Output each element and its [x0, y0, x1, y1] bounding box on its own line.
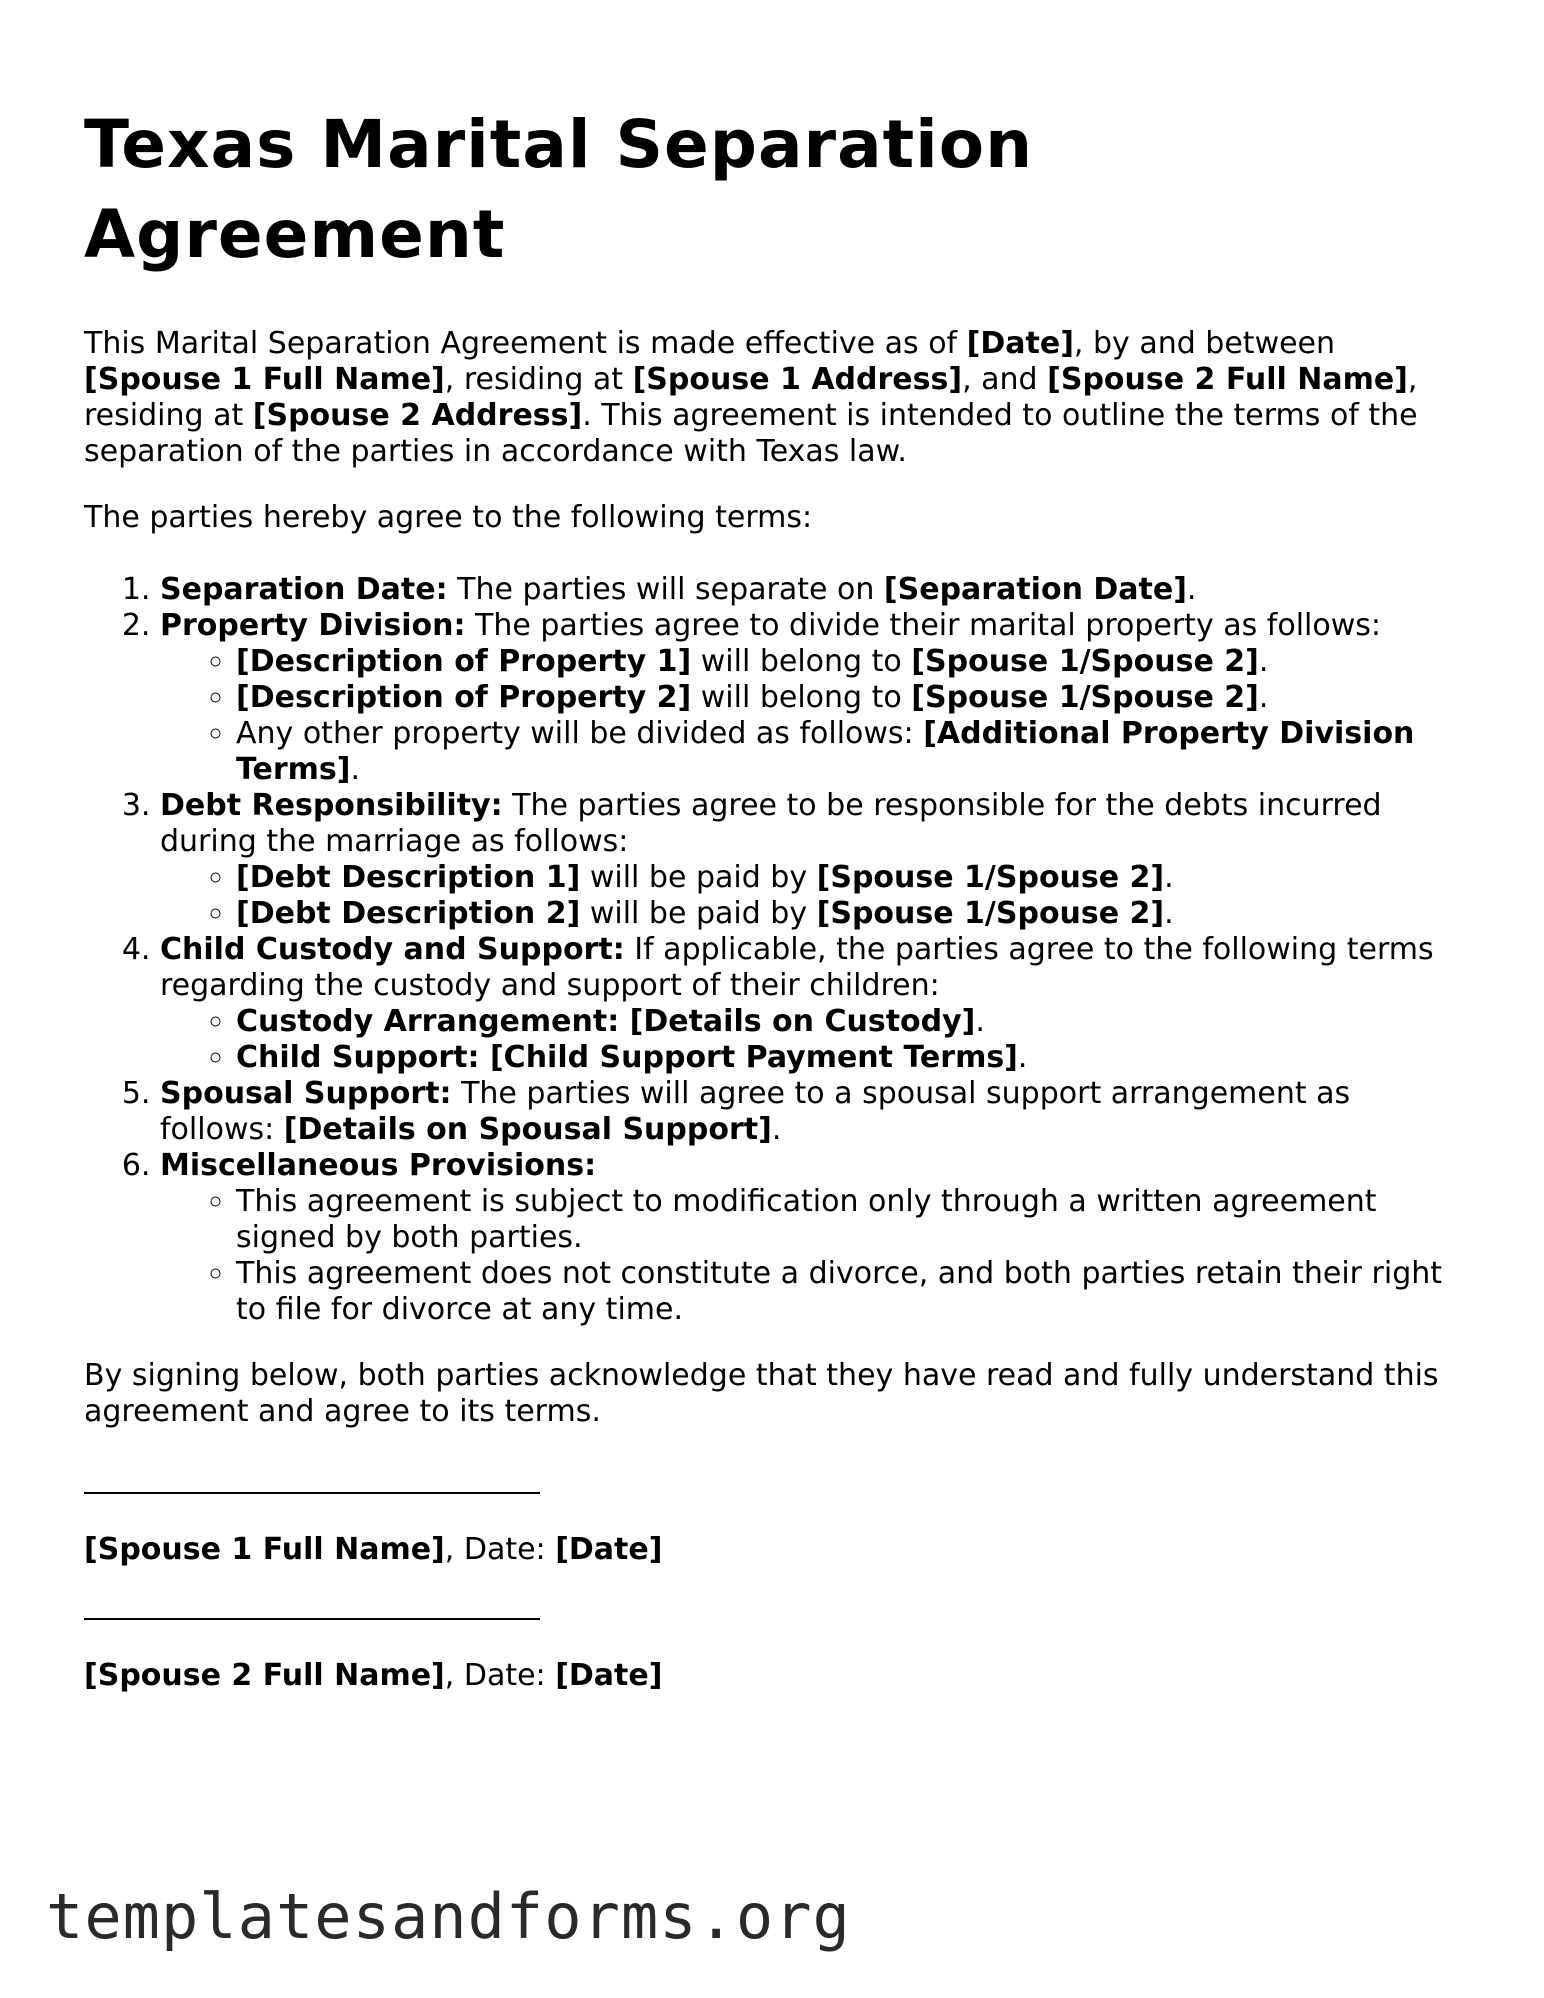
term-text: . [1164, 860, 1174, 895]
property-field: [Description of Property 1] [236, 644, 692, 679]
term-debt-responsibility [160, 788, 1460, 932]
date-field: [Date] [555, 1532, 663, 1567]
intro-text: , residing at [444, 362, 633, 397]
spouse2-name-field: [Spouse 2 Full Name] [84, 1658, 445, 1693]
term-text: will be paid by [580, 860, 817, 895]
term-text: . [1017, 1040, 1028, 1075]
spouse-choice-field: [Spouse 1/Spouse 2] [816, 860, 1165, 895]
intro-text: , by and between [1073, 326, 1336, 361]
site-watermark: templatesandforms.org [46, 1880, 851, 1953]
intro-text: , and [962, 362, 1048, 397]
date-label: , Date: [444, 1658, 556, 1693]
term-heading: Property Division: [160, 608, 466, 643]
debt-item [236, 896, 1460, 932]
child-support-field: Child Support: [Child Support Payment Terms] [236, 1040, 1018, 1075]
signature-line-spouse1 [84, 1482, 540, 1494]
term-text: will belong to [691, 644, 912, 679]
term-text: The parties agree to divide their marital property as follows: [465, 608, 1381, 643]
debt-field: [Debt Description 1] [236, 860, 581, 895]
misc-item: ◦ This agreement does not constitute a divorce, and both parties retain their right to file for divorce at any time. [236, 1256, 1460, 1328]
document-title: Texas Marital Separation Agreement [84, 106, 1034, 273]
intro-paragraph [84, 326, 1460, 470]
term-separation-date [160, 572, 1460, 608]
support-item [236, 1040, 1460, 1076]
term-text: . [771, 1112, 782, 1147]
term-text: will belong to [691, 680, 912, 715]
spouse-choice-field: [Spouse 1/Spouse 2] [911, 680, 1259, 715]
additional-terms-field: [Additional Property Division Terms] [236, 716, 1415, 787]
custody-sublist [160, 1004, 1460, 1076]
term-heading: Child Custody and Support: [160, 932, 625, 967]
signature-caption-spouse2 [84, 1658, 1460, 1694]
term-text: The parties will agree to a spousal support arrangement as follows: [160, 1076, 1351, 1147]
debt-sublist [160, 860, 1460, 932]
term-miscellaneous [160, 1148, 1460, 1328]
closing-paragraph: By signing below, both parties acknowledge that they have read and fully understand this agreement and agree to its terms. [84, 1358, 1439, 1429]
term-heading: Miscellaneous Provisions: [160, 1148, 597, 1183]
signature-line-spouse2 [84, 1608, 540, 1620]
spouse2-address-field: [Spouse 2 Address] [252, 398, 583, 433]
term-property-division [160, 608, 1460, 788]
spouse2-name-field: [Spouse 2 Full Name] [1047, 362, 1408, 397]
property-sublist [160, 644, 1460, 788]
separation-date-field: [Separation Date] [883, 572, 1187, 607]
signature-caption-spouse1 [84, 1532, 1460, 1568]
term-text: The parties will separate on [447, 572, 884, 607]
term-text: If applicable, the parties agree to the following terms regarding the custody and support of their children: [160, 932, 1434, 1003]
terms-list [84, 572, 1460, 1328]
document-page [84, 100, 1460, 1694]
custody-field: Custody Arrangement: [Details on Custody] [236, 1004, 976, 1039]
spouse1-address-field: [Spouse 1 Address] [632, 362, 963, 397]
custody-item [236, 1004, 1460, 1040]
property-item [236, 716, 1460, 788]
spousal-support-field: [Details on Spousal Support] [283, 1112, 772, 1147]
date-label: , Date: [444, 1532, 556, 1567]
term-heading: Spousal Support: [160, 1076, 452, 1111]
debt-field: [Debt Description 2] [236, 896, 581, 931]
term-text: will be paid by [580, 896, 817, 931]
misc-sublist [160, 1184, 1460, 1328]
term-heading: Debt Responsibility: [160, 788, 503, 823]
term-text: . [1258, 680, 1269, 715]
term-child-custody [160, 932, 1460, 1076]
spouse-choice-field: [Spouse 1/Spouse 2] [911, 644, 1259, 679]
term-heading: Separation Date: [160, 572, 448, 607]
term-text: . [1164, 896, 1174, 931]
term-text: . [1258, 644, 1269, 679]
misc-item: ◦ This agreement is subject to modification only through a written agreement signed by both parties. [236, 1184, 1460, 1256]
spouse-choice-field: [Spouse 1/Spouse 2] [816, 896, 1165, 931]
term-text: . [350, 752, 360, 787]
terms-lead: The parties hereby agree to the following terms: [84, 500, 813, 535]
property-item [236, 644, 1460, 680]
term-text: Any other property will be divided as follows: [236, 716, 924, 751]
term-text: . [1186, 572, 1197, 607]
term-text: . [975, 1004, 985, 1039]
spouse1-name-field: [Spouse 1 Full Name] [84, 1532, 445, 1567]
property-item [236, 680, 1460, 716]
spouse1-name-field: [Spouse 1 Full Name] [84, 362, 445, 397]
date-field: [Date] [555, 1658, 663, 1693]
debt-item [236, 860, 1460, 896]
date-field: [Date] [966, 326, 1074, 361]
property-field: [Description of Property 2] [236, 680, 692, 715]
term-spousal-support [160, 1076, 1460, 1148]
intro-text: . This agreement is intended to outline the terms of the separation of the parties in accordance with Texas law. [84, 398, 1418, 469]
intro-text: , residing at [84, 362, 1418, 433]
intro-text: This Marital Separation Agreement is made effective as of [84, 326, 967, 361]
term-text: The parties agree to be responsible for the debts incurred during the marriage as follows: [160, 788, 1382, 859]
